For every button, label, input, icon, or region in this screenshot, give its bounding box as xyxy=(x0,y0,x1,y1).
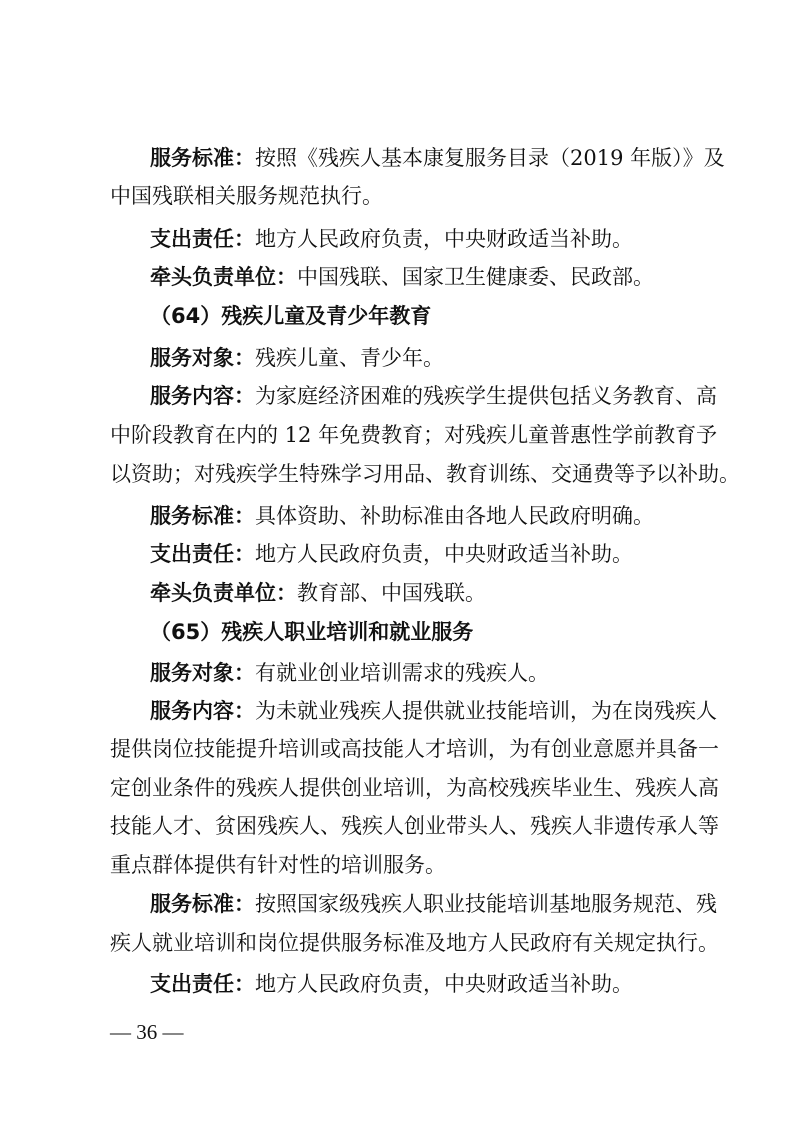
field-label: 牵头负责单位： xyxy=(150,265,297,289)
line-text: 疾人就业培训和岗位提供服务标准及地方人民政府有关规定执行。 xyxy=(110,931,719,955)
paragraph-line xyxy=(0,456,793,492)
paragraph-line xyxy=(0,770,793,806)
paragraph-line xyxy=(0,378,793,414)
field-label: 服务标准： xyxy=(150,504,255,528)
field-label: 服务内容： xyxy=(150,384,255,408)
line-text: 地方人民政府负责，中央财政适当补助。 xyxy=(255,227,633,251)
line-text: 技能人才、贫困残疾人、残疾人创业带头人、残疾人非遗传承人等 xyxy=(110,814,719,838)
paragraph-line xyxy=(0,925,793,961)
paragraph-line xyxy=(0,259,793,295)
line-text: 教育部、中国残联。 xyxy=(297,581,486,605)
line-text: 提供岗位技能提升培训或高技能人才培训，为有创业意愿并具备一 xyxy=(110,737,719,761)
paragraph-line xyxy=(0,847,793,883)
section-heading xyxy=(0,298,793,334)
line-text: 中国残联、国家卫生健康委、民政部。 xyxy=(297,265,654,289)
line-text: 中阶段教育在内的 12 年免费教育；对残疾儿童普惠性学前教育予 xyxy=(110,423,718,447)
section-heading xyxy=(0,614,793,650)
line-text: 具体资助、补助标准由各地人民政府明确。 xyxy=(255,504,654,528)
line-text: 有就业创业培训需求的残疾人。 xyxy=(255,661,549,685)
paragraph-line xyxy=(0,140,793,176)
field-label: 服务标准： xyxy=(150,146,255,170)
paragraph-line xyxy=(0,731,793,767)
paragraph-line xyxy=(0,693,793,729)
line-text: 以资助；对残疾学生特殊学习用品、教育训练、交通费等予以补助。 xyxy=(110,462,740,486)
line-text: 按照国家级残疾人职业技能培训基地服务规范、残 xyxy=(255,892,717,916)
field-label: 服务对象： xyxy=(150,346,255,370)
line-text: 中国残联相关服务规范执行。 xyxy=(110,184,383,208)
line-text: 为家庭经济困难的残疾学生提供包括义务教育、高 xyxy=(255,384,717,408)
line-text: 地方人民政府负责，中央财政适当补助。 xyxy=(255,542,633,566)
page-number: — 36 — xyxy=(110,1020,184,1044)
paragraph-line xyxy=(0,498,793,534)
line-text: 残疾儿童、青少年。 xyxy=(255,346,444,370)
section-heading-text: （64）残疾儿童及青少年教育 xyxy=(150,304,432,328)
paragraph-line xyxy=(0,966,793,1002)
section-heading-text: （65）残疾人职业培训和就业服务 xyxy=(150,620,474,644)
paragraph-line xyxy=(0,886,793,922)
paragraph-line xyxy=(0,221,793,257)
paragraph-line xyxy=(0,417,793,453)
field-label: 支出责任： xyxy=(150,972,255,996)
field-label: 服务内容： xyxy=(150,699,255,723)
paragraph-line xyxy=(0,808,793,844)
field-label: 支出责任： xyxy=(150,542,255,566)
field-label: 服务标准： xyxy=(150,892,255,916)
paragraph-line xyxy=(0,655,793,691)
field-label: 支出责任： xyxy=(150,227,255,251)
paragraph-line xyxy=(0,536,793,572)
line-text: 重点群体提供有针对性的培训服务。 xyxy=(110,853,446,877)
paragraph-line xyxy=(0,575,793,611)
field-label: 牵头负责单位： xyxy=(150,581,297,605)
line-text: 地方人民政府负责，中央财政适当补助。 xyxy=(255,972,633,996)
line-text: 为未就业残疾人提供就业技能培训，为在岗残疾人 xyxy=(255,699,717,723)
line-text: 按照《残疾人基本康复服务目录（2019 年版）》及 xyxy=(255,146,725,170)
paragraph-line xyxy=(0,178,793,214)
field-label: 服务对象： xyxy=(150,661,255,685)
paragraph-line xyxy=(0,340,793,376)
line-text: 定创业条件的残疾人提供创业培训，为高校残疾毕业生、残疾人高 xyxy=(110,776,719,800)
